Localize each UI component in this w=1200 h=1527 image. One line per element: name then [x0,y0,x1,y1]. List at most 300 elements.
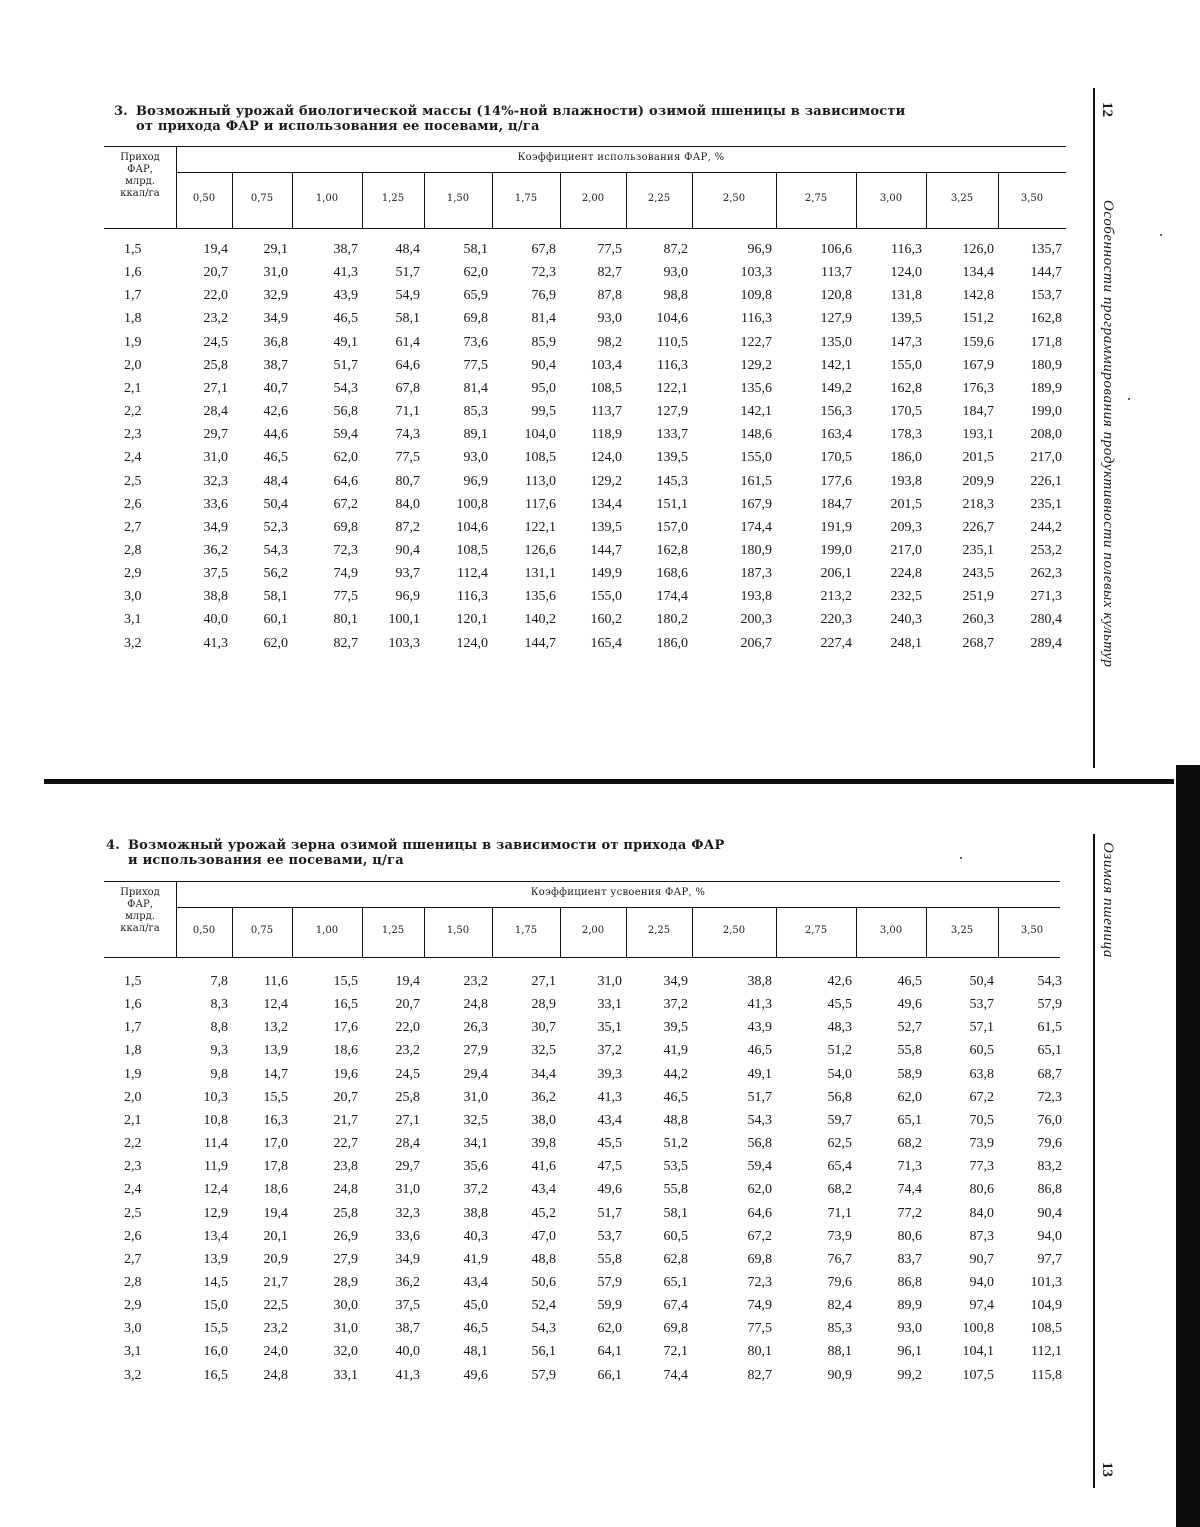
table-cell: 193,8 [740,589,772,605]
table-cell: 65,1 [663,1274,688,1290]
table-cell: 113,7 [821,265,852,281]
table-cell: 157,0 [656,519,688,535]
table-cell: 80,1 [333,612,358,628]
table-cell: 46,5 [663,1089,688,1105]
table-cell: 108,5 [1030,1321,1062,1337]
table-cell: 33,1 [597,997,622,1013]
table-cell: 36,2 [531,1089,556,1105]
column-header: 3,25 [950,925,974,936]
table-cell: 77,3 [969,1159,994,1175]
table-cell: 19,4 [263,1205,288,1221]
table-cell: 206,1 [820,566,852,582]
table-cell: 31,0 [203,450,228,466]
column-group-header: Коэффициент усвоения ФАР, % [530,887,706,898]
row-fpar-value: 2,5 [124,473,142,489]
row-fpar-value: 1,8 [124,1043,142,1059]
table-cell: 31,0 [395,1182,420,1198]
table-cell: 201,5 [962,450,994,466]
table-cell: 70,5 [969,1112,994,1128]
table-cell: 32,0 [333,1344,358,1360]
column-header: 2,75 [804,193,828,204]
table-cell: 155,0 [740,450,772,466]
table-cell: 87,8 [597,288,622,304]
column-header: 2,25 [647,925,671,936]
table-cell: 40,3 [463,1228,488,1244]
table-cell: 161,5 [740,473,772,489]
table-cell: 103,4 [590,357,622,373]
column-header: 1,75 [514,193,538,204]
row-header-line: ккал/га [120,188,160,199]
row-header-line: ккал/га [120,923,160,934]
table-3-caption-line1: Возможный урожай биологической массы (14%-ной влажности) озимой пшеницы в зависимости [135,104,906,119]
table-cell: 108,5 [456,542,488,558]
column-header: 0,75 [250,193,274,204]
table-cell: 62,0 [597,1321,622,1337]
page-edge-shadow [1176,765,1200,1527]
table-cell: 29,1 [263,242,288,257]
table-cell: 87,3 [969,1228,994,1244]
table-cell: 62,0 [333,450,358,466]
table-cell: 100,1 [388,612,420,628]
column-header: 3,00 [879,193,903,204]
table-cell: 226,1 [1030,473,1062,489]
table-cell: 142,1 [740,404,772,420]
table-cell: 15,5 [203,1321,228,1337]
table-cell: 97,7 [1037,1251,1062,1267]
table-cell: 72,3 [1037,1089,1062,1105]
table-cell: 115,8 [1031,1367,1062,1383]
table-cell: 49,1 [747,1066,772,1082]
row-fpar-value: 2,1 [124,1112,142,1128]
table-cell: 13,9 [203,1251,228,1267]
table-cell: 67,2 [333,496,358,512]
table-cell: 90,4 [1037,1205,1062,1221]
table-cell: 45,5 [827,997,852,1013]
table-cell: 33,1 [333,1367,358,1383]
row-fpar-value: 2,6 [124,1228,142,1244]
table-cell: 48,3 [827,1020,852,1036]
table-cell: 15,5 [333,974,358,989]
row-header-label [104,152,176,200]
table-cell: 59,4 [333,427,358,443]
table-cell: 7,8 [210,974,228,989]
table-cell: 135,6 [740,380,772,396]
table-cell: 53,7 [597,1228,622,1244]
table-cell: 193,8 [890,473,922,489]
table-cell: 280,4 [1030,612,1062,628]
table-cell: 100,8 [456,496,488,512]
table-3-number: 3. [114,104,128,119]
table-cell: 53,5 [663,1159,688,1175]
row-fpar-value: 2,6 [124,496,142,512]
table-cell: 93,7 [395,566,420,582]
table-cell: 67,4 [663,1298,688,1314]
table-cell: 50,6 [531,1274,556,1290]
table-cell: 49,6 [897,997,922,1013]
table-cell: 122,1 [524,519,556,535]
table-cell: 25,8 [333,1205,358,1221]
column-header: 0,50 [192,925,216,936]
table-cell: 20,9 [263,1251,288,1267]
table-cell: 109,8 [740,288,772,304]
table-cell: 54,3 [747,1112,772,1128]
table-cell: 176,3 [962,380,994,396]
table-cell: 41,9 [463,1251,488,1267]
right-margin-rule-bottom [1093,834,1095,1488]
table-cell: 22,5 [263,1298,288,1314]
row-fpar-value: 3,0 [124,589,142,605]
table-cell: 171,8 [1030,334,1062,350]
table-cell: 40,7 [263,380,288,396]
table-cell: 20,1 [263,1228,288,1244]
table-cell: 148,6 [740,427,772,443]
table-cell: 24,5 [395,1066,420,1082]
table-cell: 52,3 [263,519,288,535]
table-cell: 220,3 [820,612,852,628]
table-cell: 77,5 [747,1321,772,1337]
row-header-label [104,887,176,935]
table-cell: 199,0 [1030,404,1062,420]
table-cell: 93,0 [463,450,488,466]
table-cell: 96,9 [463,473,488,489]
table-cell: 117,6 [525,496,556,512]
table-cell: 101,3 [1030,1274,1062,1290]
table-cell: 54,3 [1037,974,1062,989]
table-cell: 8,3 [210,997,228,1013]
table-cell: 37,2 [597,1043,622,1059]
table-cell: 113,0 [525,473,556,489]
table-cell: 85,9 [531,334,556,350]
table-cell: 26,9 [333,1228,358,1244]
table-cell: 108,5 [590,380,622,396]
table-cell: 58,1 [395,311,420,327]
table-cell: 59,9 [597,1298,622,1314]
table-cell: 34,1 [463,1136,488,1152]
table-cell: 41,3 [395,1367,420,1383]
table-cell: 17,6 [333,1020,358,1036]
table-cell: 46,5 [747,1043,772,1059]
table-cell: 59,4 [747,1159,772,1175]
table-cell: 144,7 [524,635,556,651]
table-cell: 35,1 [597,1020,622,1036]
row-fpar-value: 2,4 [124,1182,142,1198]
table-cell: 104,6 [656,311,688,327]
table-cell: 58,1 [263,589,288,605]
table-cell: 96,9 [395,589,420,605]
table-cell: 54,3 [531,1321,556,1337]
table-cell: 45,0 [463,1298,488,1314]
table-cell: 145,3 [656,473,688,489]
table-cell: 142,1 [820,357,852,373]
table-cell: 25,8 [203,357,228,373]
table-cell: 48,4 [263,473,288,489]
table-cell: 34,9 [663,974,688,989]
row-fpar-value: 2,0 [124,357,142,373]
table-cell: 54,3 [263,542,288,558]
table-cell: 97,4 [969,1298,994,1314]
table-cell: 251,9 [962,589,994,605]
table-cell: 184,7 [962,404,994,420]
table-cell: 77,2 [897,1205,922,1221]
table-cell: 224,8 [890,566,922,582]
table-cell: 95,0 [531,380,556,396]
table-cell: 9,3 [210,1043,228,1059]
table-cell: 86,8 [1037,1182,1062,1198]
table-cell: 133,7 [656,427,688,443]
table-cell: 139,5 [656,450,688,466]
table-cell: 200,3 [740,612,772,628]
table-cell: 62,8 [663,1251,688,1267]
row-header-line: млрд. [125,176,155,187]
table-cell: 28,4 [203,404,228,420]
row-fpar-value: 3,1 [124,1344,142,1360]
column-header: 1,50 [446,925,470,936]
table-cell: 34,9 [395,1251,420,1267]
table-cell: 90,9 [827,1367,852,1383]
table-cell: 24,8 [333,1182,358,1198]
table-cell: 289,4 [1030,635,1062,651]
table-cell: 36,2 [395,1274,420,1290]
table-cell: 14,7 [263,1066,288,1082]
table-cell: 47,5 [597,1159,622,1175]
table-cell: 39,8 [531,1136,556,1152]
table-cell: 104,0 [524,427,556,443]
table-cell: 90,4 [531,357,556,373]
table-cell: 89,9 [897,1298,922,1314]
table-cell: 174,4 [740,519,772,535]
table-cell: 38,7 [395,1321,420,1337]
table-cell: 162,8 [890,380,922,396]
row-fpar-value: 1,9 [124,334,142,350]
table-cell: 103,3 [388,635,420,651]
row-fpar-value: 1,7 [124,288,142,304]
table-cell: 23,2 [395,1043,420,1059]
table-cell: 108,5 [524,450,556,466]
table-cell: 53,7 [969,997,994,1013]
table-cell: 43,9 [333,288,358,304]
row-fpar-value: 2,2 [124,404,142,420]
table-cell: 57,9 [597,1274,622,1290]
table-cell: 12,9 [203,1205,228,1221]
table-cell: 41,3 [597,1089,622,1105]
table-cell: 73,6 [463,334,488,350]
table-cell: 50,4 [263,496,288,512]
table-cell: 54,9 [395,288,420,304]
table-cell: 77,5 [463,357,488,373]
row-fpar-value: 3,2 [124,1367,142,1383]
column-header: 2,50 [722,193,746,204]
table-cell: 64,1 [597,1344,622,1360]
row-fpar-value: 2,8 [124,542,142,558]
table-cell: 13,4 [203,1228,228,1244]
table-cell: 37,2 [663,997,688,1013]
column-header: 2,00 [581,925,605,936]
table-cell: 156,3 [820,404,852,420]
table-cell: 24,0 [263,1344,288,1360]
table-cell: 44,6 [263,427,288,443]
table-cell: 85,3 [463,404,488,420]
table-cell: 49,1 [333,334,358,350]
table-cell: 57,1 [969,1020,994,1036]
row-header-line: Приход [120,152,160,163]
row-header-line: млрд. [125,911,155,922]
table-cell: 22,0 [203,288,228,304]
table-cell: 107,5 [962,1367,994,1383]
table-cell: 69,8 [463,311,488,327]
table-cell: 27,9 [463,1043,488,1059]
table-cell: 126,0 [962,242,994,257]
scan-speck [960,857,962,859]
table-cell: 43,4 [531,1182,556,1198]
column-header: 2,75 [804,925,828,936]
table-cell: 74,3 [395,427,420,443]
row-fpar-value: 3,1 [124,612,142,628]
table-cell: 43,4 [597,1112,622,1128]
table-cell: 51,7 [747,1089,772,1105]
table-cell: 59,7 [827,1112,852,1128]
table-cell: 20,7 [333,1089,358,1105]
table-4-caption [106,838,725,868]
table-cell: 34,4 [531,1066,556,1082]
row-fpar-value: 2,9 [124,566,142,582]
table-cell: 38,7 [263,357,288,373]
table-cell: 159,6 [962,334,994,350]
table-cell: 39,3 [597,1066,622,1082]
table-cell: 46,5 [263,450,288,466]
table-cell: 72,1 [663,1344,688,1360]
table-cell: 64,6 [395,357,420,373]
table-cell: 89,1 [463,427,488,443]
table-cell: 167,9 [962,357,994,373]
table-cell: 15,5 [263,1089,288,1105]
table-top-rule [104,881,1060,882]
row-fpar-value: 1,5 [124,974,142,989]
table-cell: 64,6 [333,473,358,489]
table-cell: 129,2 [740,357,772,373]
table-cell: 19,4 [395,974,420,989]
table-cell: 48,1 [463,1344,488,1360]
table-top-rule [104,146,1066,147]
table-cell: 43,9 [747,1020,772,1036]
table-cell: 63,8 [969,1066,994,1082]
table-cell: 39,5 [663,1020,688,1036]
table-cell: 49,6 [463,1367,488,1383]
table-cell: 88,1 [827,1344,852,1360]
table-cell: 98,2 [597,334,622,350]
table-cell: 217,0 [890,542,922,558]
row-fpar-value: 2,9 [124,1298,142,1314]
table-cell: 64,6 [747,1205,772,1221]
table-cell: 62,0 [747,1182,772,1198]
table-cell: 74,9 [747,1298,772,1314]
column-header: 1,00 [315,193,339,204]
table-cell: 134,4 [962,265,994,281]
table-cell: 131,8 [890,288,922,304]
table-cell: 65,9 [463,288,488,304]
column-header: 2,00 [581,193,605,204]
table-cell: 45,5 [597,1136,622,1152]
table-cell: 209,9 [962,473,994,489]
table-header-bottom-rule [104,957,1060,958]
table-cell: 131,1 [524,566,556,582]
table-cell: 56,1 [531,1344,556,1360]
table-cell: 16,3 [263,1112,288,1128]
row-fpar-value: 2,1 [124,380,142,396]
table-cell: 24,8 [463,997,488,1013]
row-fpar-value: 2,0 [124,1089,142,1105]
row-header-line: ФАР, [127,899,153,910]
table-cell: 83,2 [1037,1159,1062,1175]
table-cell: 99,2 [897,1367,922,1383]
table-cell: 71,3 [897,1159,922,1175]
table-cell: 186,0 [890,450,922,466]
table-cell: 90,4 [395,542,420,558]
table-cell: 23,8 [333,1159,358,1175]
table-cell: 10,8 [203,1112,228,1128]
table-cell: 262,3 [1030,566,1062,582]
table-cell: 79,6 [1037,1136,1062,1152]
table-cell: 206,7 [740,635,772,651]
table-cell: 153,7 [1030,288,1062,304]
table-cell: 27,9 [333,1251,358,1267]
table-cell: 165,4 [590,635,622,651]
table-cell: 72,3 [333,542,358,558]
table-cell: 37,5 [395,1298,420,1314]
table-cell: 120,8 [820,288,852,304]
table-cell: 11,4 [204,1136,228,1152]
table-cell: 34,9 [263,311,288,327]
table-cell: 73,9 [827,1228,852,1244]
table-cell: 87,2 [395,519,420,535]
table-cell: 151,1 [656,496,688,512]
table-cell: 41,9 [663,1043,688,1059]
table-cell: 76,9 [531,288,556,304]
table-cell: 187,3 [740,566,772,582]
table-cell: 68,7 [1037,1066,1062,1082]
table-cell: 45,2 [531,1205,556,1221]
table-cell: 113,7 [591,404,622,420]
table-cell: 62,5 [827,1136,852,1152]
row-fpar-value: 2,7 [124,1251,142,1267]
table-cell: 51,2 [827,1043,852,1059]
table-cell: 31,0 [463,1089,488,1105]
table-cell: 16,5 [203,1367,228,1383]
table-cell: 37,5 [203,566,228,582]
row-fpar-value: 2,8 [124,1274,142,1290]
table-cell: 38,7 [333,242,358,257]
row-fpar-value: 1,5 [124,242,142,257]
table-4-caption-line2: и использования ее посевами, ц/га [128,853,404,868]
table-cell: 31,0 [263,265,288,281]
table-3-caption [114,104,905,134]
table-cell: 51,2 [663,1136,688,1152]
table-cell: 68,2 [897,1136,922,1152]
table-cell: 106,6 [820,242,852,257]
table-cell: 178,3 [890,427,922,443]
table-cell: 127,9 [820,311,852,327]
column-header: 0,75 [250,925,274,936]
running-head-top: Особенности программирования продуктивности полевых культур [1100,200,1116,668]
table-cell: 134,4 [590,496,622,512]
table-cell: 60,5 [969,1043,994,1059]
table-cell: 46,5 [897,974,922,989]
row-fpar-value: 2,4 [124,450,142,466]
table-cell: 65,4 [827,1159,852,1175]
table-cell: 11,9 [204,1159,228,1175]
table-cell: 72,3 [531,265,556,281]
table-cell: 104,9 [1030,1298,1062,1314]
table-cell: 151,2 [962,311,994,327]
